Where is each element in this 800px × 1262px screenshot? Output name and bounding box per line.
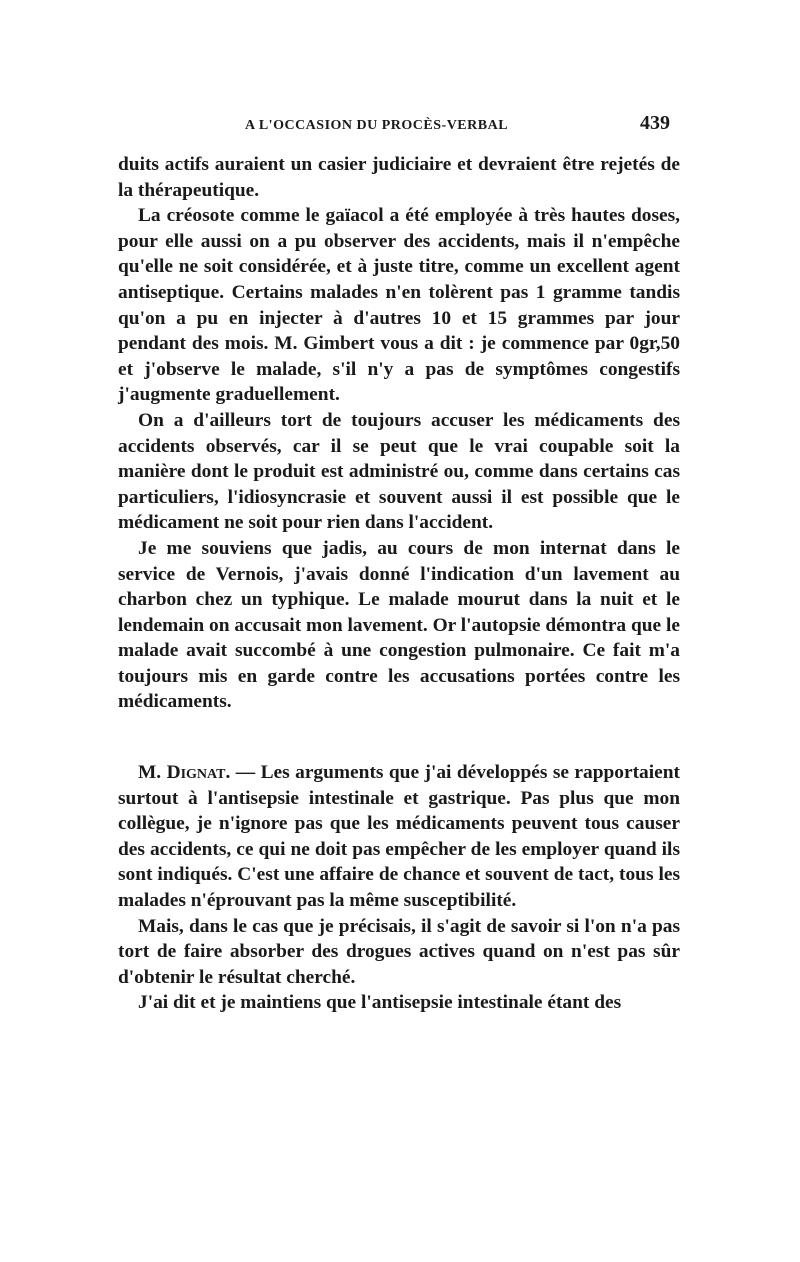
paragraph-accidents: On a d'ailleurs tort de toujours accuser les médicaments des accidents observés, car il se peut que le vrai coupable soit la manière dont le produit est administré ou, comme dans certains cas particuliers, l'idiosyncrasie et souvent aussi il est possible que le médicament ne soit pour rien dans l'accident. [118, 409, 680, 534]
body-text [118, 152, 680, 1016]
paragraph-mais: Mais, dans le cas que je précisais, il s'agit de savoir si l'on n'a pas tort de faire absorber des drogues actives quand on n'est pas sûr d'obtenir le résultat cherché. [118, 915, 680, 988]
paragraph-dignat-text: — Les arguments que j'ai développés se rapportaient surtout à l'antisepsie intestinale et gastrique. Pas plus que mon collègue, je n'ignore pas que les médicaments peuvent tous causer des accidents, ce qui ne doit pas empêcher de les employer quand ils sont indiqués. C'est une affaire de chance et souvent de tact, tous les malades n'éprouvant pas la même susceptibilité. [118, 762, 680, 912]
paragraph-maintiens: J'ai dit et je maintiens que l'antisepsie intestinale étant des [138, 992, 622, 1014]
paragraph-creosote: La créosote comme le gaïacol a été employée à très hautes doses, pour elle aussi on a pu observer des accidents, mais il n'empêche qu'elle ne soit considérée, et à juste titre, comme un excellent agent antiseptique. Certains malades n'en tolèrent pas 1 gramme tandis qu'on a pu en injecter à d'autres 10 et 15 grammes par jour pendant des mois. M. Gimbert vous a dit : je commence par 0gr,50 et j'observe le malade, s'il n'y a pas de symptômes congestifs j'augmente graduellement. [118, 205, 680, 406]
page-number: 439 [640, 112, 670, 134]
speaker-name: M. Dignat. [138, 762, 231, 784]
paragraph-internat: Je me souviens que jadis, au cours de mon internat dans le service de Vernois, j'avais donné l'indication d'un lavement au charbon chez un typhique. Le malade mourut dans la nuit et le lendemain on accusait mon lavement. Or l'autopsie démontra que le malade avait succombé à une congestion pulmonaire. Ce fait m'a toujours mis en garde contre les accusations portées contre les médicaments. [118, 537, 680, 713]
section-gap [118, 715, 680, 760]
paragraph-dignat [118, 760, 680, 914]
page-body [118, 152, 680, 1016]
running-head: A L'OCCASION DU PROCÈS-VERBAL [245, 118, 509, 133]
paragraph-continuation: duits actifs auraient un casier judiciaire et devraient être rejetés de la thérapeutique. [118, 154, 680, 201]
page-header [0, 0, 800, 134]
